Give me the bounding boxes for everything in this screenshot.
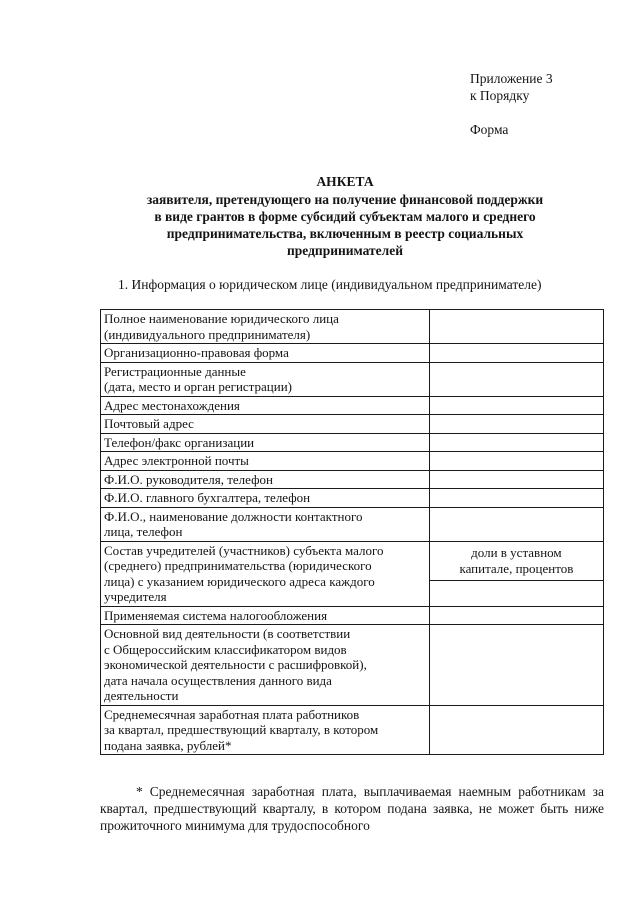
label-line: Ф.И.О., наименование должности контактного	[104, 508, 363, 524]
value-cell[interactable]	[429, 310, 603, 344]
label-line: дата начала осуществления данного вида	[104, 672, 332, 688]
label-line: деятельности	[104, 688, 179, 703]
label-line: учредителя	[104, 589, 167, 604]
label-line: Полное наименование юридического лица	[104, 311, 339, 326]
label-line: Адрес местонахождения	[104, 397, 240, 413]
form-label: Форма	[470, 122, 509, 137]
label-line: за квартал, предшествующий кварталу, в котором	[104, 722, 379, 737]
title-line: в виде грантов в форме субсидий субъектам малого и среднего	[154, 209, 536, 224]
row-label	[101, 507, 430, 541]
table-row	[101, 415, 604, 434]
title-line: предпринимательства, включенным в реестр социальных	[166, 226, 524, 241]
value-cell[interactable]	[429, 433, 603, 452]
table-row	[101, 396, 604, 415]
title-line: заявителя, претендующего на получение финансовой поддержки	[146, 192, 544, 207]
row-label	[101, 470, 430, 489]
row-label	[101, 344, 430, 363]
value-cell[interactable]	[429, 344, 603, 363]
value-cell[interactable]	[429, 452, 603, 471]
value-cell[interactable]	[429, 580, 603, 606]
appendix-reference	[470, 70, 553, 104]
table-row	[101, 344, 604, 363]
label-line: Почтовый адрес	[104, 416, 194, 431]
label-line: подана заявка, рублей*	[104, 737, 232, 753]
label-line: (среднего) предпринимательства (юридического	[104, 558, 372, 573]
row-label	[101, 310, 430, 344]
row-label	[101, 541, 430, 606]
table-row	[101, 433, 604, 452]
table-row	[101, 470, 604, 489]
value-line: капитале, процентов	[459, 560, 574, 576]
value-cell[interactable]	[429, 625, 603, 706]
share-capital-header	[429, 541, 603, 580]
title-main: АНКЕТА	[316, 174, 374, 189]
row-label	[101, 452, 430, 471]
table-row	[101, 606, 604, 625]
section-heading: 1. Информация о юридическом лице (индивидуальном предпринимателе)	[118, 277, 542, 292]
table-row	[101, 452, 604, 471]
row-label	[101, 415, 430, 434]
table-row	[101, 541, 604, 580]
label-line: Ф.И.О. главного бухгалтера, телефон	[104, 490, 311, 505]
title-line: предпринимателей	[286, 243, 404, 258]
label-line: (индивидуального предпринимателя)	[104, 326, 311, 342]
row-label	[101, 433, 430, 452]
label-line: с Общероссийским классификатором видов	[104, 641, 347, 657]
label-line: Телефон/факс организации	[104, 434, 255, 450]
document-title	[90, 173, 600, 259]
footnote: * Среднемесячная заработная плата, выплачиваемая наемным работникам за квартал, предшествующий кварталу, в котором подана заявка, не может быть ниже прожиточного минимума для трудоспособного	[100, 784, 604, 833]
label-line: лица) с указанием юридического адреса каждого	[104, 573, 375, 589]
value-cell[interactable]	[429, 606, 603, 625]
label-line: Среднемесячная заработная плата работников	[104, 706, 360, 722]
table-row	[101, 507, 604, 541]
table-row	[101, 310, 604, 344]
value-cell[interactable]	[429, 470, 603, 489]
table-row	[101, 362, 604, 396]
row-label	[101, 625, 430, 706]
value-cell[interactable]	[429, 396, 603, 415]
label-line: экономической деятельности с расшифровкой),	[104, 657, 367, 672]
row-label	[101, 705, 430, 755]
label-line: Состав учредителей (участников) субъекта малого	[104, 542, 384, 558]
row-label	[101, 396, 430, 415]
info-table	[100, 309, 604, 755]
value-cell[interactable]	[429, 705, 603, 755]
label-line: (дата, место и орган регистрации)	[104, 379, 292, 394]
label-line: Организационно-правовая форма	[104, 345, 289, 360]
label-line: Адрес электронной почты	[104, 453, 249, 468]
label-line: лица, телефон	[104, 524, 183, 539]
label-line: Основной вид деятельности (в соответствии	[104, 626, 351, 641]
table-row	[101, 625, 604, 706]
table-row	[101, 489, 604, 508]
label-line: Регистрационные данные	[104, 363, 246, 379]
value-cell[interactable]	[429, 362, 603, 396]
label-line: Ф.И.О. руководителя, телефон	[104, 471, 273, 487]
value-cell[interactable]	[429, 489, 603, 508]
value-line: доли в уставном	[471, 545, 562, 560]
appendix-line: Приложение 3	[470, 71, 553, 86]
table-row	[101, 705, 604, 755]
value-cell[interactable]	[429, 507, 603, 541]
row-label	[101, 606, 430, 625]
row-label	[101, 489, 430, 508]
appendix-line: к Порядку	[470, 88, 530, 103]
row-label	[101, 362, 430, 396]
value-cell[interactable]	[429, 415, 603, 434]
label-line: Применяемая система налогообложения	[104, 607, 328, 623]
